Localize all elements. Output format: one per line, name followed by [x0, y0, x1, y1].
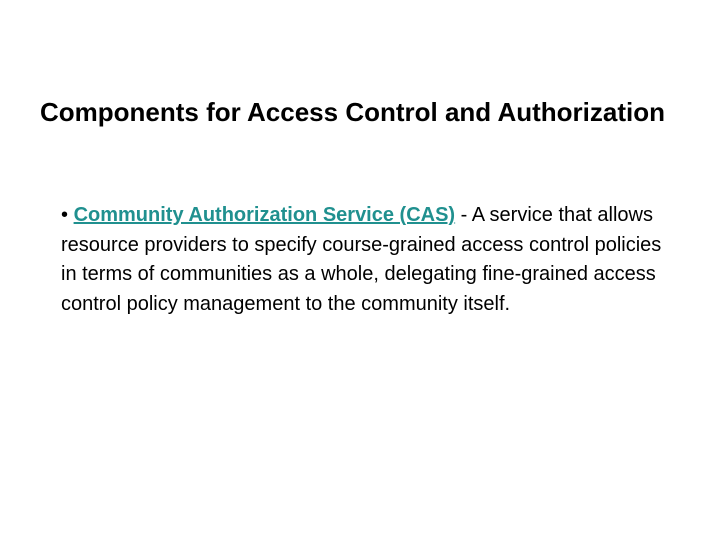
- bullet-text: - A service that allows resource providers to specify course-grained access control policies in terms of communities as a whole, delegating fine-grained access control policy management to the community itself.: [61, 204, 662, 315]
- cas-link[interactable]: Community Authorization Service (CAS): [73, 204, 456, 226]
- bullet-marker: •: [61, 204, 69, 226]
- slide-title: Components for Access Control and Authorization: [40, 97, 665, 127]
- bullet-paragraph: [61, 201, 671, 319]
